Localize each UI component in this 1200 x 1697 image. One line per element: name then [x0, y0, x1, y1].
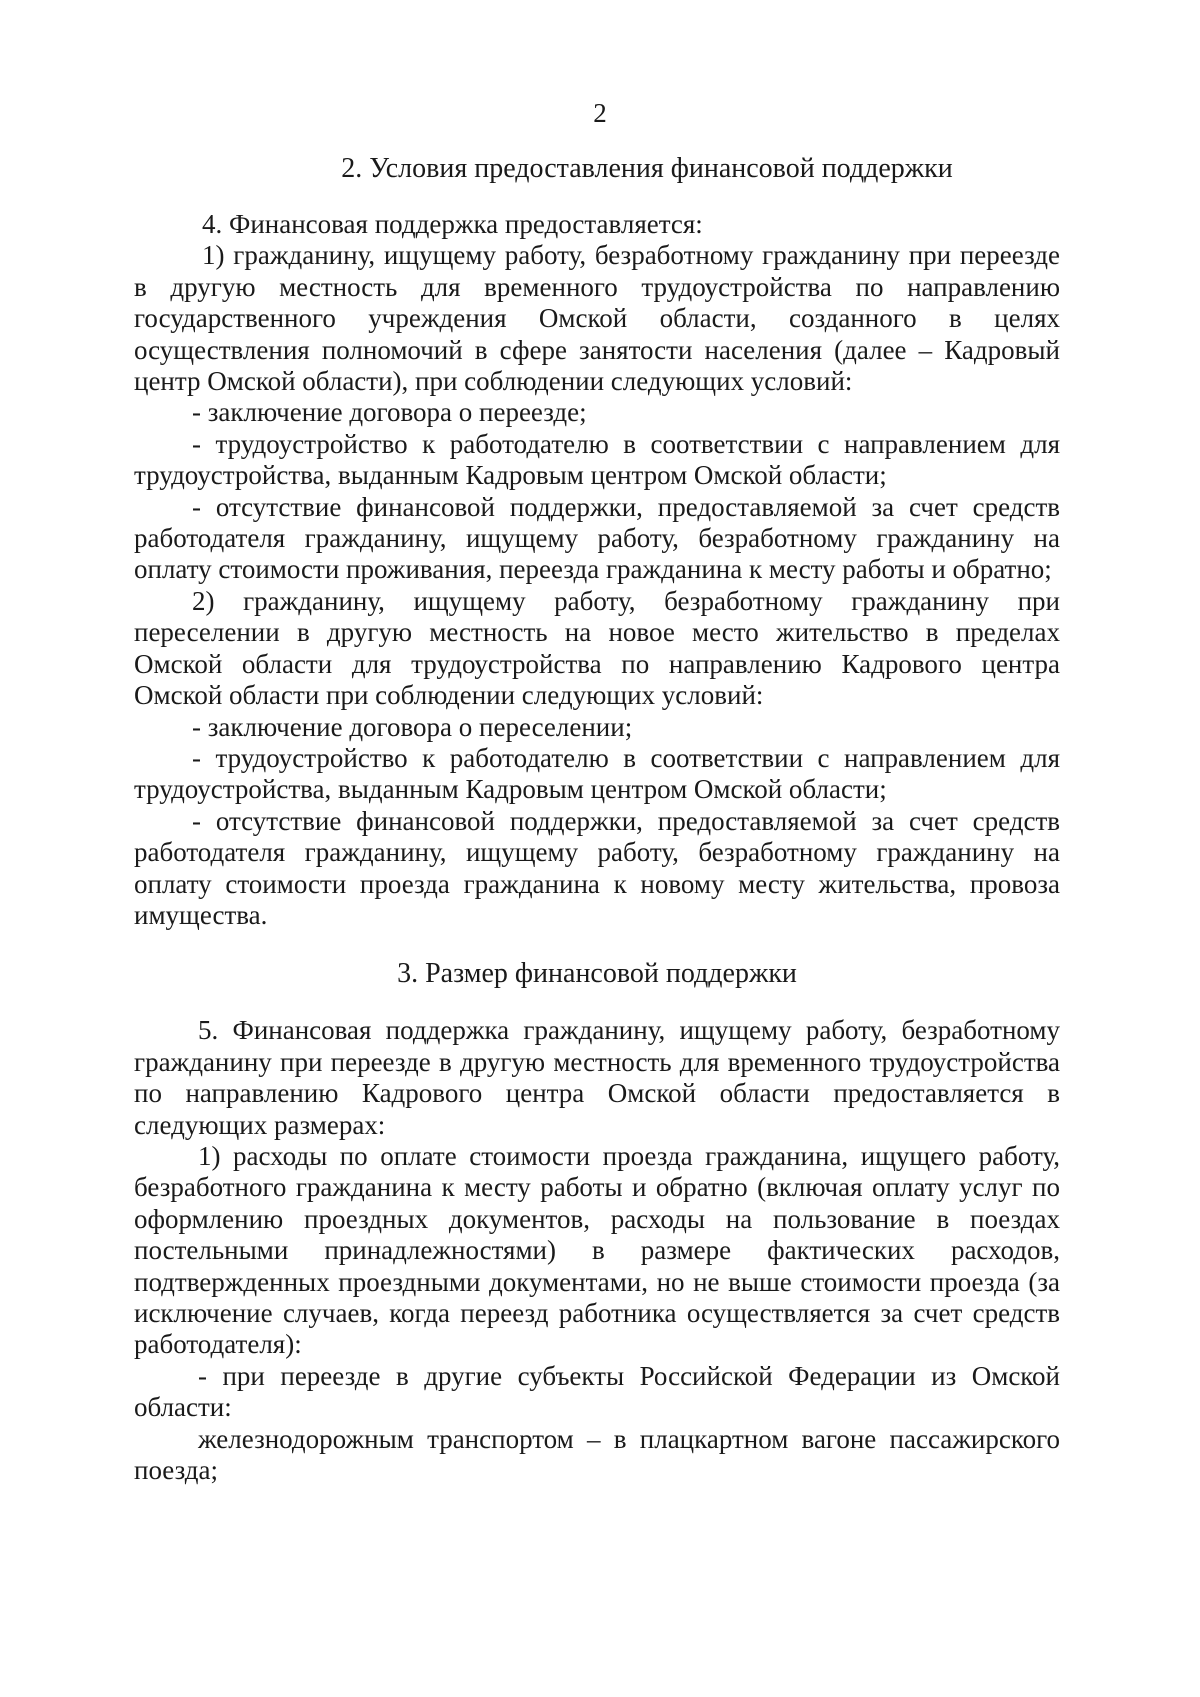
paragraph: - заключение договора о переселении;	[192, 711, 633, 742]
paragraph: - трудоустройство к работодателю в соответствии с направлением для трудоустройства, выданным Кадровым центром Омской области;	[134, 428, 1060, 491]
paragraph: железнодорожным транспортом – в плацкартном вагоне пассажирского поезда;	[134, 1423, 1060, 1486]
paragraph: 4. Финансовая поддержка предоставляется:	[202, 209, 703, 239]
paragraph: - отсутствие финансовой поддержки, предоставляемой за счет средств работодателя гражданину, ищущему работу, безработному гражданину на оплату стоимости проезда гражданина к новому месту жительства, провоза имущества.	[134, 805, 1060, 930]
paragraph: 1) расходы по оплате стоимости проезда гражданина, ищущего работу, безработного гражданина к месту работы и обратно (включая оплату услуг по оформлению проездных документов, расходы на пользование в поездах постельными принадлежностями) в размере фактических расходов, подтвержденных проездными документами, но не выше стоимости проезда (за исключение случаев, когда переезд работника осуществляется за счет средств работодателя):	[134, 1140, 1060, 1360]
paragraph: 2) гражданину, ищущему работу, безработному гражданину при переселении в другую местность на новое место жительство в пределах Омской области для трудоустройства по направлению Кадрового центра Омской области при соблюдении следующих условий:	[134, 585, 1060, 711]
paragraph: - при переезде в другие субъекты Российской Федерации из Омской области:	[134, 1360, 1060, 1423]
paragraph: - отсутствие финансовой поддержки, предоставляемой за счет средств работодателя гражданину, ищущему работу, безработному гражданину на оплату стоимости проживания, переезда гражданина к месту работы и обратно;	[134, 491, 1060, 585]
document-body	[134, 152, 1060, 1486]
section-2-heading: 2. Условия предоставления финансовой поддержки	[341, 153, 953, 184]
paragraph: - трудоустройство к работодателю в соответствии с направлением для трудоустройства, выданным Кадровым центром Омской области;	[134, 742, 1060, 805]
section-3-heading: 3. Размер финансовой поддержки	[397, 958, 797, 990]
page-number: 2	[593, 98, 607, 128]
paragraph: - заключение договора о переезде;	[192, 397, 587, 428]
paragraph: 1) гражданину, ищущему работу, безработному гражданину при переезде в другую местность для временного трудоустройства по направлению государственного учреждения Омской области, созданного в целях осуществления полномочий в сфере занятости населения (далее – Кадровый центр Омской области), при соблюдении следующих условий:	[134, 240, 1060, 397]
paragraph: 5. Финансовая поддержка гражданину, ищущему работу, безработному гражданину при переезде в другую местность для временного трудоустройства по направлению Кадрового центра Омской области предоставляется в следующих размерах:	[134, 1015, 1060, 1140]
